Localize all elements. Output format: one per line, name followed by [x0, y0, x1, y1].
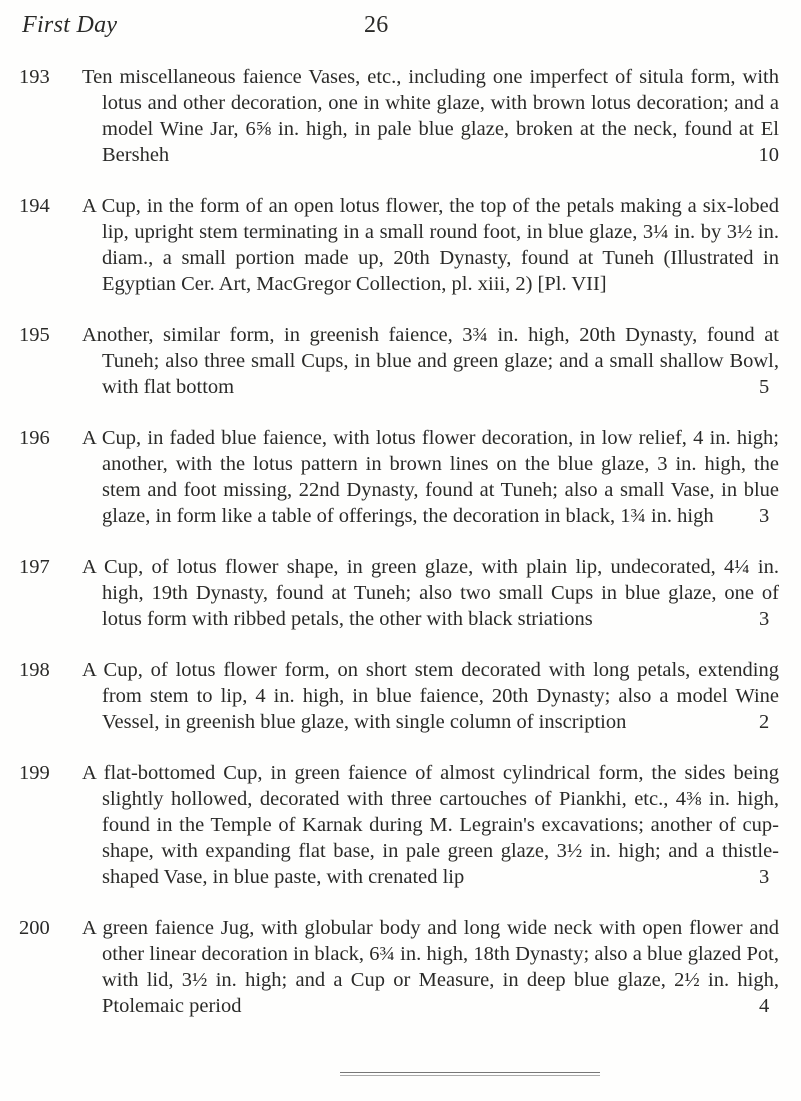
lot-entry-197 [0, 554, 801, 632]
lot-entry-196 [0, 425, 801, 529]
lot-number: 196 [19, 427, 50, 449]
lot-number: 195 [19, 324, 50, 346]
lot-body: Another, similar form, in greenish faience, 3¾ in. high, 20th Dynasty, found at Tuneh; also three small Cups, in blue and green glaze; and a small shallow Bowl, with flat bottom 5 [82, 324, 779, 398]
lot-body: A Cup, in faded blue faience, with lotus flower decoration, in low relief, 4 in. high; another, with the lotus pattern in brown lines on the blue glaze, 3 in. high, the stem and foot missing, 22nd Dynasty, found at Tuneh; also a small Vase, in blue glaze, in form like a table of offerings, the decoration in black, 1¾ in. high 3 [82, 427, 779, 527]
lot-body: A flat-bottomed Cup, in green faience of almost cylindrical form, the sides being slightly hollowed, decorated with three cartouches of Piankhi, etc., 4⅜ in. high, found in the Temple of Karnak during M. Legrain's excavations; another of cup-shape, with expanding flat base, in pale green glaze, 3½ in. high; and a thistle-shaped Vase, in blue paste, with crenated lip 3 [82, 762, 779, 888]
lot-description: A Cup, in faded blue faience, with lotus flower decoration, in low relief, 4 in. high; another, with the lotus pattern in brown lines on the blue glaze, 3 in. high, the stem and foot missing, 22nd Dynasty, found at Tuneh; also a small Vase, in blue glaze, in form like a table of offerings, the decoration in black, 1¾ in. high [82, 427, 779, 527]
lot-body: A Cup, of lotus flower form, on short stem decorated with long petals, extending from stem to lip, 4 in. high, in blue faience, 20th Dynasty; also a model Wine Vessel, in greenish blue glaze, with single column of inscription 2 [82, 659, 779, 733]
page-number: 26 [364, 12, 389, 38]
lot-description: Ten miscellaneous faience Vases, etc., including one imperfect of situla form, with lotus and other decoration, one in white glaze, with brown lotus decoration; and a model Wine Jar, 6⅝ in. high, in pale blue glaze, broken at the neck, found at El Bersheh [82, 66, 779, 166]
lot-description: A Cup, of lotus flower shape, in green glaze, with plain lip, undecorated, 4¼ in. high, 19th Dynasty, found at Tuneh; also two small Cups in blue glaze, one of lotus form with ribbed petals, the other with black striations [82, 556, 779, 630]
lot-body: A green faience Jug, with globular body and long wide neck with open flower and other linear decoration in black, 6¾ in. high, 18th Dynasty; also a blue glazed Pot, with lid, 3½ in. high; and a Cup or Measure, in deep blue glaze, 2½ in. high, Ptolemaic period 4 [82, 917, 779, 1017]
lot-entry-193 [0, 64, 801, 168]
lot-number: 199 [19, 762, 50, 784]
lot-price: 10 [758, 144, 779, 166]
lot-list [0, 64, 801, 1044]
lot-description: A Cup, of lotus flower form, on short stem decorated with long petals, extending from stem to lip, 4 in. high, in blue faience, 20th Dynasty; also a model Wine Vessel, in greenish blue glaze, with single column of inscription [82, 659, 779, 733]
page-header [22, 12, 779, 44]
lot-description: Another, similar form, in greenish faience, 3¾ in. high, 20th Dynasty, found at Tuneh; also three small Cups, in blue and green glaze; and a small shallow Bowl, with flat bottom [82, 324, 779, 398]
lot-number: 193 [19, 66, 50, 88]
lot-body [82, 193, 779, 297]
end-rule [340, 1072, 600, 1076]
lot-body: A Cup, of lotus flower shape, in green glaze, with plain lip, undecorated, 4¼ in. high, 19th Dynasty, found at Tuneh; also two small Cups in blue glaze, one of lotus form with ribbed petals, the other with black striations 3 [82, 556, 779, 630]
lot-entry-194 [0, 193, 801, 297]
lot-description: A green faience Jug, with globular body and long wide neck with open flower and other linear decoration in black, 6¾ in. high, 18th Dynasty; also a blue glazed Pot, with lid, 3½ in. high; and a Cup or Measure, in deep blue glaze, 2½ in. high, Ptolemaic period [82, 917, 779, 1017]
lot-number: 200 [19, 917, 50, 939]
lot-entry-195 [0, 322, 801, 400]
day-title: First Day [22, 12, 118, 38]
lot-number: 197 [19, 556, 50, 578]
lot-entry-199 [0, 760, 801, 890]
lot-entry-198 [0, 657, 801, 735]
lot-number: 198 [19, 659, 50, 681]
lot-entry-200 [0, 915, 801, 1019]
lot-description: A flat-bottomed Cup, in green faience of almost cylindrical form, the sides being slightly hollowed, decorated with three cartouches of Piankhi, etc., 4⅜ in. high, found in the Temple of Karnak during M. Legrain's excavations; another of cup-shape, with expanding flat base, in pale green glaze, 3½ in. high; and a thistle-shaped Vase, in blue paste, with crenated lip [82, 762, 779, 888]
lot-number: 194 [19, 195, 50, 217]
lot-description: A Cup, in the form of an open lotus flower, the top of the petals making a six-lobed lip, upright stem terminating in a small round foot, in blue glaze, 3¼ in. by 3½ in. diam., a small portion made up, 20th Dynasty, found at Tuneh (Illustrated in Egyptian Cer. Art, MacGregor Collection, pl. xiii, 2) [Pl. VII] [82, 195, 779, 295]
lot-body [82, 64, 779, 168]
